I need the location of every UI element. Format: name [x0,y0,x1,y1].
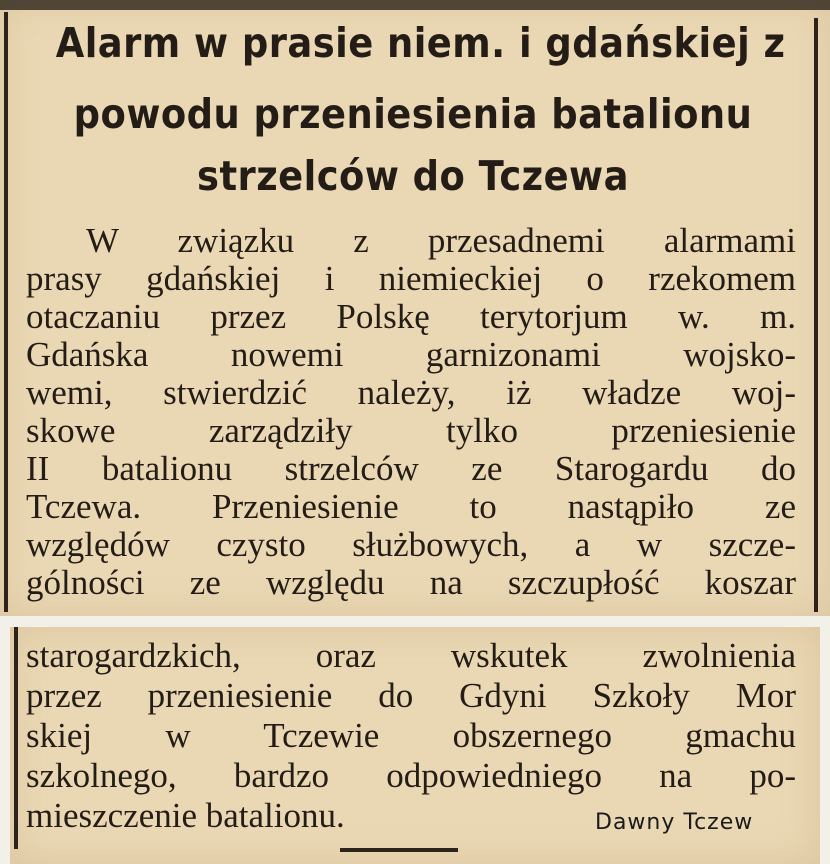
right-column-rule [814,18,818,612]
article-body-top [26,222,796,612]
body-line: otaczaniu przez Polskę terytorjum w. m. [26,297,796,336]
watermark: Dawny Tczew [595,810,754,835]
body-line: Gdańska nowemi garnizonami wojsko- [26,335,796,374]
left-column-rule [14,627,18,849]
end-rule [340,848,458,852]
headline-line-1: Alarm w prasie niem. i gdańskiej z [55,19,786,67]
body-line: szkolnego, bardzo odpowiedniego na po- [26,756,796,795]
body-line: W związku z przesadnemi alarmami [86,221,796,260]
headline-line-2: powodu przeniesienia batalionu [73,90,753,138]
body-line: prasy gdańskiej i niemieckiej o rzekomem [26,259,796,298]
body-line: względów czysto służbowych, a w szcze- [26,525,796,564]
top-border-rule [0,0,830,10]
body-line: II batalionu strzelców ze Starogardu do [26,449,796,488]
article-body-bottom [26,637,796,837]
body-line: mieszczenie batalionu. [26,796,345,835]
body-line: przez przeniesienie do Gdyni Szkoły Mor [26,676,796,715]
headline-line-3: strzelców do Tczewa [197,152,629,200]
body-line: skiej w Tczewie obszernego gmachu [26,716,796,755]
left-column-rule [4,12,8,612]
body-line: skowe zarządziły tylko przeniesienie [26,411,796,450]
body-line: gólności ze względu na szczupłość koszar [26,563,796,602]
body-line: wemi, stwierdzić należy, iż władze woj- [26,373,796,412]
body-line: starogardzkich, oraz wskutek zwolnienia [26,636,796,675]
body-line: Tczewa. Przeniesienie to nastąpiło ze [26,487,796,526]
